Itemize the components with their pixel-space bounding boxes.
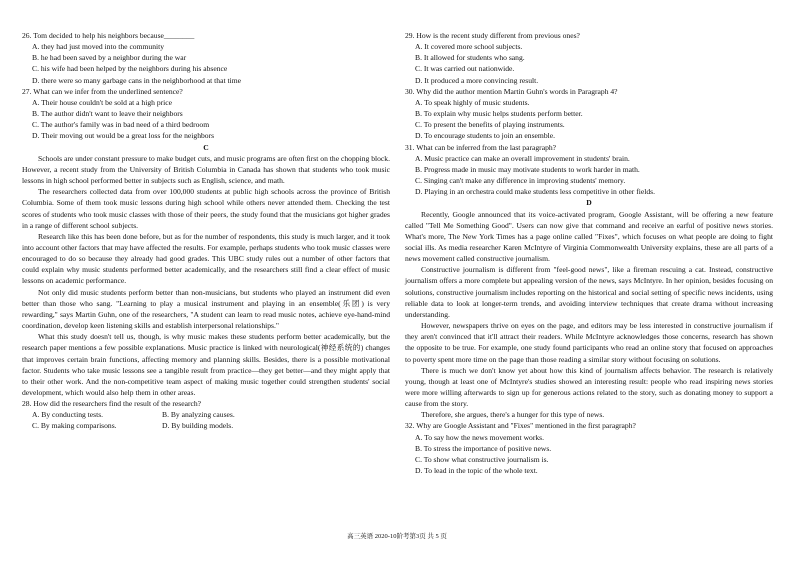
option-a: A. Music practice can make an overall improvement in students' brain. xyxy=(415,153,630,163)
option-b: B. Progress made in music may motivate students to work harder in math. xyxy=(415,164,640,174)
option-d: D. To lead in the topic of the whole text. xyxy=(415,466,538,476)
option-c: C. To present the benefits of playing instruments. xyxy=(415,120,565,130)
passage-c-paragraph-4: Not only did music students perform better than non-musicians, but students who played an instrument did even better than those who sang. "Learning to play a musical instrument and playing in an ensemble(乐团) is very rewarding," says Martin Guhn, one of the researchers, "A student can learn to read music notes, achieve eye-hand-mind coordination, develop keen listening skills and establish interpersonal relationships." xyxy=(22,287,390,331)
passage-c-paragraph-1: Schools are under constant pressure to make budget cuts, and music programs are often first on the chopping block. However, a recent study from the University of British Columbia in Canada has shown that students who took music lessons in high school performed better in subjects such as English, science, and math. xyxy=(22,153,390,186)
section-heading-c: C xyxy=(203,142,209,152)
question-stem: 28. How did the researchers find the result of the research? xyxy=(22,399,202,409)
passage-d-paragraph-1: Recently, Google announced that its voice-activated program, Google Assistant, will be offering a new feature called "Tell Me Something Good". Users can now give that command and receive an earful of positive news stories. What's more, The New York Times has a page online called "Fixes", which focuses on what people are doing to fight social ills. As media researcher Karen McIntyre of Virginia Commonwealth University explains, these are all parts of a news movement called constructive journalism. xyxy=(405,209,773,264)
question-30 xyxy=(405,86,773,142)
question-stem: 32. Why are Google Assistant and "Fixes" mentioned in the first paragraph? xyxy=(405,421,636,431)
option-b: B. By analyzing causes. xyxy=(162,410,235,420)
passage-d-paragraph-2: Constructive journalism is different from "feel-good news", like a fireman rescuing a cat. Instead, constructive journalism offers a more complete but appealing version of the news, says McIntyre. In her opinion, besides focusing on solutions, constructive journalism includes reporting on the historical and social setting of specific news incidents, using reliable data to look at longer-term trends, and avoiding interview techniques that create drama without increasing understanding. xyxy=(405,265,773,319)
section-heading-d: D xyxy=(586,198,592,208)
option-c: C. Singing can't make any difference in improving students' memory. xyxy=(415,176,626,186)
question-stem: 31. What can be inferred from the last paragraph? xyxy=(405,142,557,152)
question-29 xyxy=(405,30,773,86)
question-31 xyxy=(405,142,773,198)
option-d: D. By building models. xyxy=(162,421,234,431)
question-stem: 30. Why did the author mention Martin Guhn's words in Paragraph 4? xyxy=(405,86,618,96)
question-27 xyxy=(22,86,390,142)
option-b: B. It allowed for students who sang. xyxy=(415,53,525,63)
option-b: B. The author didn't want to leave their neighbors xyxy=(32,109,183,119)
option-d: D. It produced a more convincing result. xyxy=(415,75,539,85)
option-b: B. he had been saved by a neighbor during the war xyxy=(32,53,187,63)
left-column xyxy=(22,30,390,432)
option-c: C. his wife had been helped by the neighbors during his absence xyxy=(32,64,228,74)
option-b: B. To stress the importance of positive news. xyxy=(415,443,552,453)
question-26 xyxy=(22,30,390,86)
option-a: A. Their house couldn't be sold at a high price xyxy=(32,97,172,107)
option-d: D. To encourage students to join an ensemble. xyxy=(415,131,555,141)
passage-c-paragraph-2: The researchers collected data from over 100,000 students at public high schools across the province of British Columbia. Some of them took music lessons during high school while others never attended them. Checking the test scores of students who took music classes with those of their peers, the study found that the musicians got higher grades in a range of different school subjects. xyxy=(22,187,390,230)
passage-c-paragraph-5: What this study doesn't tell us, though, is why music makes these students perform better academically, but the research paper mentions a few possible explanations. Music practice is linked with neurological(神经系统的) changes that improves certain brain functions, affecting memory and planning skills. Besides, there is a possible motivational factor. Students who take music lessons see a tangible result from practice—they get better—and they might apply that to their other work. And the non-competitive team aspect of making music together could strengthen students' social development, which would also help them in other areas. xyxy=(22,332,390,397)
question-32 xyxy=(405,420,773,476)
option-a: A. To say how the news movement works. xyxy=(415,432,545,442)
option-row xyxy=(22,409,390,420)
option-c: C. To show what constructive journalism is. xyxy=(415,454,549,464)
passage-c-paragraph-3: Research like this has been done before, but as for the number of respondents, this study is much larger, and it took into account other factors that may have affected the results. For example, perhaps students who took music classes were encouraged to do so because they already had good grades. This UBC study rules out a number of other factors that could explain why music students performed better academically, and the researchers still find a clear effect of music lessons on academic performance. xyxy=(22,231,390,286)
passage-d-paragraph-4: There is much we don't know yet about how this kind of journalism affects behavior. The research is relatively young, though at least one of McIntyre's studies showed an interesting result: people who read inspiring news stories were more willing afterwards to sign up for generous actions related to the story, such as donating money to support a cause from the story. xyxy=(405,365,773,409)
option-a: A. they had just moved into the community xyxy=(32,42,165,52)
option-c: C. The author's family was in bad need of a third bedroom xyxy=(32,120,210,130)
right-column xyxy=(405,30,773,476)
option-b: B. To explain why music helps students perform better. xyxy=(415,109,583,119)
question-28 xyxy=(22,398,390,431)
page-footer: 高三英语 2020-10阶考第3页 共 5 页 xyxy=(347,533,447,540)
option-c: C. By making comparisons. xyxy=(32,421,117,431)
question-stem: 27. What can we infer from the underlined sentence? xyxy=(22,86,183,96)
option-d: D. there were so many garbage cans in the neighborhood at that time xyxy=(32,75,241,85)
option-a: A. It covered more school subjects. xyxy=(415,42,523,52)
option-d: D. Their moving out would be a great loss for the neighbors xyxy=(32,131,215,141)
option-c: C. It was carried out nationwide. xyxy=(415,64,515,74)
option-row xyxy=(22,420,390,431)
option-d: D. Playing in an orchestra could make students less competitive in other fields. xyxy=(415,187,655,197)
passage-d-paragraph-3: However, newspapers thrive on eyes on the page, and editors may be less interested in constructive journalism if they aren't convinced that it'll attract their readers. While McIntyre acknowledges those concerns, research has shown the opposite to be true. For example, one study found participants who read an online story that focused on approaches to poverty spent more time on the page than those reading a similar story without focusing on solutions. xyxy=(405,321,773,364)
option-a: A. By conducting tests. xyxy=(32,410,104,420)
passage-d-paragraph-5: Therefore, she argues, there's a hunger for this type of news. xyxy=(421,410,605,420)
question-stem: 29. How is the recent study different from previous ones? xyxy=(405,31,580,40)
question-stem: 26. Tom decided to help his neighbors because________ xyxy=(22,31,195,40)
option-a: A. To speak highly of music students. xyxy=(415,97,530,107)
